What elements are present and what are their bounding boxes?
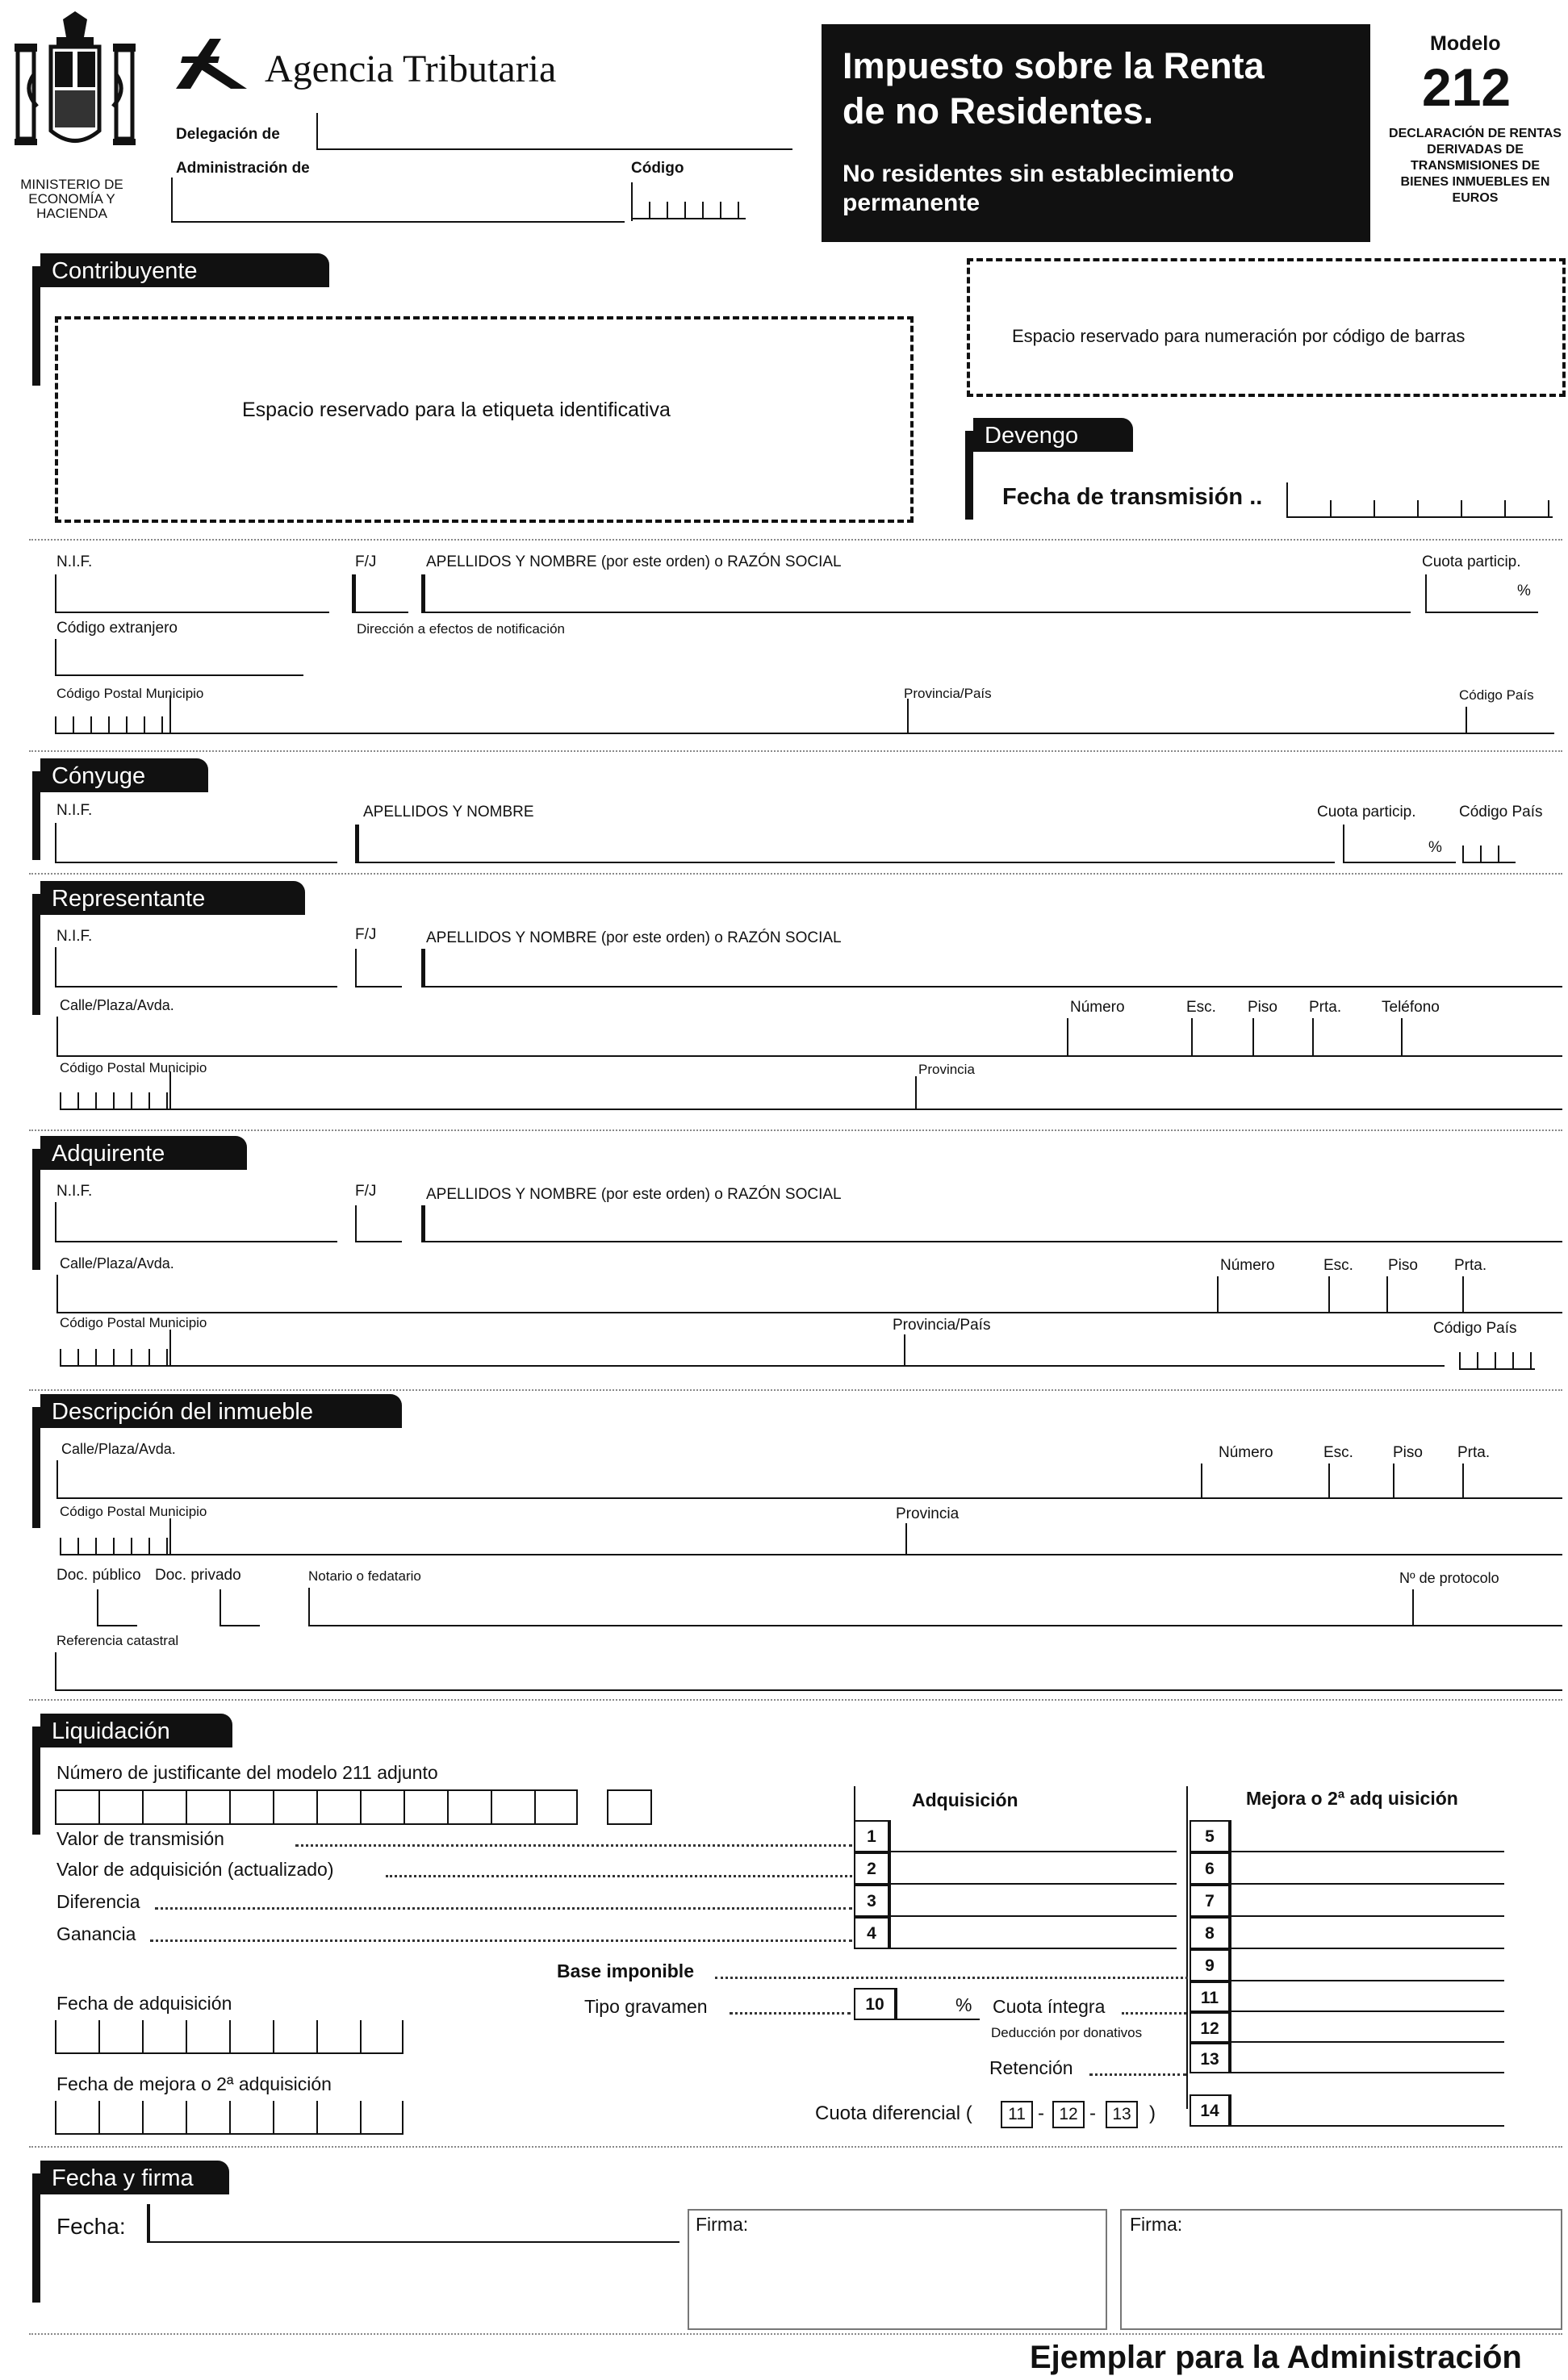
box-6: 6 xyxy=(1190,1852,1230,1885)
codigo-label: Código xyxy=(631,160,684,177)
conyuge-apellidos-field[interactable] xyxy=(355,825,1335,863)
rep-nif-field[interactable] xyxy=(55,947,337,987)
delegacion-field[interactable] xyxy=(316,113,792,150)
valor-transmision-label: Valor de transmisión xyxy=(56,1828,224,1849)
direccion-label: Dirección a efectos de notificación xyxy=(357,621,565,637)
apellidos-label: APELLIDOS Y NOMBRE (por este orden) o RAZÓN SOCIAL xyxy=(426,553,842,570)
cp-municipio-label: Código Postal Municipio xyxy=(56,686,204,701)
conyuge-codigo-pais-field[interactable] xyxy=(1462,846,1516,863)
inm-calle-label: Calle/Plaza/Avda. xyxy=(61,1441,176,1457)
rep-fj-label: F/J xyxy=(355,926,377,943)
rep-provincia-label: Provincia xyxy=(918,1062,975,1077)
box-12: 12 xyxy=(1190,2012,1230,2043)
firma-label-1: Firma: xyxy=(696,2214,749,2235)
justificante-check-field[interactable] xyxy=(607,1789,652,1825)
inm-referencia-field[interactable] xyxy=(55,1652,1562,1691)
rep-calle-label: Calle/Plaza/Avda. xyxy=(60,997,174,1013)
section-bar xyxy=(32,2173,40,2303)
adq-apellidos-field[interactable] xyxy=(421,1205,1562,1242)
inm-doc-publico-field[interactable] xyxy=(97,1589,137,1626)
title-line-2: de no Residentes. xyxy=(843,90,1154,132)
conyuge-nif-field[interactable] xyxy=(55,823,337,863)
inm-calle-field[interactable] xyxy=(56,1460,1562,1499)
cuota-diferencial-label: Cuota diferencial ( xyxy=(815,2102,972,2124)
inm-notario-label: Notario o fedatario xyxy=(308,1568,421,1584)
codigo-extranjero-label: Código extranjero xyxy=(56,620,178,637)
administracion-label: Administración de xyxy=(176,160,310,177)
mejora-value-7[interactable] xyxy=(1230,1885,1504,1917)
box-4: 4 xyxy=(854,1917,889,1949)
adquisicion-value-3[interactable] xyxy=(889,1885,1177,1917)
direccion-field[interactable] xyxy=(169,695,1554,734)
adquisicion-value-2[interactable] xyxy=(889,1852,1177,1885)
rep-esc-label: Esc. xyxy=(1186,999,1216,1016)
cp-field[interactable] xyxy=(55,716,169,734)
codigo-field[interactable] xyxy=(631,202,746,219)
tipo-gravamen-label: Tipo gravamen xyxy=(584,1996,708,2017)
adq-nif-label: N.I.F. xyxy=(56,1183,93,1200)
label-reserved-text: Espacio reservado para la etiqueta identificativa xyxy=(242,399,671,421)
adq-fj-label: F/J xyxy=(355,1183,377,1200)
adq-calle-field[interactable] xyxy=(56,1275,1562,1313)
rep-cp-municipio-label: Código Postal Municipio xyxy=(60,1060,207,1075)
codigo-pais-label: Código País xyxy=(1459,687,1534,703)
title-line-1: Impuesto sobre la Renta xyxy=(843,45,1265,86)
conyuge-codigo-pais-label: Código País xyxy=(1459,804,1543,820)
section-tab-firma: Fecha y firma xyxy=(40,2161,229,2194)
cuota-diferencial-value[interactable] xyxy=(1230,2094,1504,2127)
rep-prta-label: Prta. xyxy=(1309,999,1342,1016)
mejora-value-8[interactable] xyxy=(1230,1917,1504,1949)
justificante-field[interactable] xyxy=(55,1789,578,1825)
delegacion-label: Delegación de xyxy=(176,126,280,143)
rep-numero-label: Número xyxy=(1070,999,1125,1016)
rep-piso-label: Piso xyxy=(1248,999,1277,1016)
section-tab-representante: Representante xyxy=(40,881,305,915)
inm-doc-privado-field[interactable] xyxy=(220,1589,260,1626)
rep-apellidos-label: APELLIDOS Y NOMBRE (por este orden) o RAZÓN SOCIAL xyxy=(426,929,842,946)
adq-calle-label: Calle/Plaza/Avda. xyxy=(60,1255,174,1271)
fecha-mejora-field[interactable] xyxy=(55,2101,403,2135)
adq-piso-label: Piso xyxy=(1388,1257,1418,1274)
inm-numero-label: Número xyxy=(1219,1444,1273,1461)
section-bar xyxy=(32,1149,40,1270)
section-bar xyxy=(32,266,40,386)
box-7: 7 xyxy=(1190,1885,1230,1917)
rep-apellidos-field[interactable] xyxy=(421,949,1562,987)
adquisicion-value-4[interactable] xyxy=(889,1917,1177,1949)
provincia-pais-label: Provincia/País xyxy=(904,686,992,701)
adquisicion-header: Adquisición xyxy=(912,1789,1018,1810)
agency-name: Agencia Tributaria xyxy=(265,48,557,90)
cuota-integra-value[interactable] xyxy=(1230,1981,1504,2012)
valor-adquisicion-label: Valor de adquisición (actualizado) xyxy=(56,1859,334,1880)
cd-minus-1: - xyxy=(1038,2102,1044,2124)
fj-label: F/J xyxy=(355,553,377,570)
box-9: 9 xyxy=(1190,1949,1230,1981)
cd-close: ) xyxy=(1149,2102,1156,2124)
rep-telefono-label: Teléfono xyxy=(1382,999,1440,1016)
conyuge-percent: % xyxy=(1428,839,1442,856)
fecha-mejora-label: Fecha de mejora o 2ª adquisición xyxy=(56,2073,332,2094)
inm-doc-publico-label: Doc. público xyxy=(56,1567,141,1584)
adq-provincia-pais-label: Provincia/País xyxy=(893,1317,991,1334)
section-tab-inmueble: Descripción del inmueble xyxy=(40,1394,402,1428)
rep-calle-field[interactable] xyxy=(56,1017,1562,1057)
conyuge-cuota-label: Cuota particip. xyxy=(1317,804,1416,820)
administracion-field[interactable] xyxy=(171,177,625,223)
justificante-label: Número de justificante del modelo 211 adjunto xyxy=(56,1762,438,1783)
cuota-label: Cuota particip. xyxy=(1422,553,1521,570)
cuota-percent: % xyxy=(1517,582,1531,599)
box-1: 1 xyxy=(854,1820,889,1852)
box-8: 8 xyxy=(1190,1917,1230,1949)
fecha-adquisicion-field[interactable] xyxy=(55,2020,403,2054)
inm-cp-municipio-label: Código Postal Municipio xyxy=(60,1504,207,1519)
inm-doc-privado-label: Doc. privado xyxy=(155,1567,241,1584)
section-bar xyxy=(32,1727,40,1835)
adq-cp-field[interactable] xyxy=(60,1349,169,1367)
agency-logo-icon xyxy=(171,35,252,92)
mejora-value-5[interactable] xyxy=(1230,1820,1504,1852)
box-14: 14 xyxy=(1190,2094,1230,2127)
rep-nif-label: N.I.F. xyxy=(56,928,93,945)
barcode-reserved-text: Espacio reservado para numeración por código de barras xyxy=(1012,326,1466,346)
fecha-firma-field[interactable] xyxy=(147,2204,679,2243)
inm-prta-label: Prta. xyxy=(1457,1444,1491,1461)
rep-fj-field[interactable] xyxy=(355,949,402,987)
box-3: 3 xyxy=(854,1885,889,1917)
section-tab-devengo: Devengo xyxy=(973,418,1133,452)
fecha-transmision-label: Fecha de transmisión .. xyxy=(1002,484,1263,510)
tipo-gravamen-percent: % xyxy=(955,1994,972,2015)
section-bar xyxy=(32,771,40,860)
section-tab-adquirente: Adquirente xyxy=(40,1136,247,1170)
footer-copy-label: Ejemplar para la Administración xyxy=(1030,2340,1522,2375)
adq-fj-field[interactable] xyxy=(355,1205,402,1242)
mejora-value-6[interactable] xyxy=(1230,1852,1504,1885)
inm-esc-label: Esc. xyxy=(1323,1444,1353,1461)
base-imponible-value[interactable] xyxy=(1230,1949,1504,1981)
adq-apellidos-label: APELLIDOS Y NOMBRE (por este orden) o RAZÓN SOCIAL xyxy=(426,1186,842,1203)
cuota-integra-label: Cuota íntegra xyxy=(993,1996,1106,2017)
apellidos-field[interactable] xyxy=(421,574,1411,613)
inm-provincia-label: Provincia xyxy=(896,1505,960,1522)
adq-cp-municipio-label: Código Postal Municipio xyxy=(60,1315,207,1330)
coat-of-arms-logo xyxy=(6,10,144,175)
inm-protocolo-label: Nº de protocolo xyxy=(1399,1570,1499,1586)
box-11: 11 xyxy=(1190,1981,1230,2012)
base-imponible-label: Base imponible xyxy=(557,1960,694,1981)
codigo-extranjero-field[interactable] xyxy=(55,639,303,676)
conyuge-apellidos-label: APELLIDOS Y NOMBRE xyxy=(363,804,534,820)
retencion-value[interactable] xyxy=(1230,2043,1504,2073)
adq-prta-label: Prta. xyxy=(1454,1257,1487,1274)
inm-notario-field[interactable] xyxy=(308,1588,1562,1626)
box-5: 5 xyxy=(1190,1820,1230,1852)
rep-municipio-field[interactable] xyxy=(169,1071,1562,1110)
deduccion-value[interactable] xyxy=(1230,2012,1504,2043)
section-bar xyxy=(965,431,973,520)
ministry-name: MINISTERIO DE ECONOMÍA Y HACIENDA xyxy=(20,177,123,221)
signature-box-2[interactable] xyxy=(1120,2209,1562,2330)
cd-minus-2: - xyxy=(1089,2102,1096,2124)
box-10: 10 xyxy=(854,1988,896,2020)
modelo-number: 212 xyxy=(1422,57,1512,117)
box-2: 2 xyxy=(854,1852,889,1885)
adq-municipio-field[interactable] xyxy=(169,1330,1445,1367)
signature-box-1[interactable] xyxy=(688,2209,1107,2330)
conyuge-nif-label: N.I.F. xyxy=(56,802,93,819)
retencion-label: Retención xyxy=(989,2057,1073,2078)
nif-label: N.I.F. xyxy=(56,553,93,570)
box-13: 13 xyxy=(1190,2043,1230,2073)
cd-ref-13: 13 xyxy=(1106,2101,1138,2128)
firma-label-2: Firma: xyxy=(1130,2214,1183,2235)
ganancia-label: Ganancia xyxy=(56,1923,136,1944)
fecha-firma-label: Fecha: xyxy=(56,2214,126,2239)
mejora-header: Mejora o 2ª adq uisición xyxy=(1246,1788,1458,1809)
section-tab-liquidacion: Liquidación xyxy=(40,1714,232,1747)
modelo-description: DECLARACIÓN DE RENTAS DERIVADAS DE TRANSMISIONES DE BIENES INMUEBLES EN EUROS xyxy=(1389,127,1562,205)
fecha-transmision-field[interactable] xyxy=(1286,500,1553,518)
inm-referencia-label: Referencia catastral xyxy=(56,1633,179,1648)
inm-cp-field[interactable] xyxy=(60,1538,169,1555)
adq-codigo-pais-label: Código País xyxy=(1433,1320,1517,1337)
cd-ref-11: 11 xyxy=(1001,2101,1033,2128)
nif-field[interactable] xyxy=(55,574,329,613)
adq-esc-label: Esc. xyxy=(1323,1257,1353,1274)
adq-nif-field[interactable] xyxy=(55,1202,337,1242)
section-bar xyxy=(32,1407,40,1528)
rep-cp-field[interactable] xyxy=(60,1092,169,1110)
diferencia-label: Diferencia xyxy=(56,1891,140,1912)
section-tab-conyuge: Cónyuge xyxy=(40,758,208,792)
fecha-adquisicion-label: Fecha de adquisición xyxy=(56,1993,232,2014)
inm-municipio-field[interactable] xyxy=(169,1518,1562,1555)
adq-numero-label: Número xyxy=(1220,1257,1275,1274)
deduccion-label: Deducción por donativos xyxy=(991,2025,1143,2040)
section-bar xyxy=(32,894,40,1015)
modelo-label: Modelo xyxy=(1430,32,1501,55)
adq-codigo-pais-field[interactable] xyxy=(1459,1352,1535,1370)
adquisicion-value-1[interactable] xyxy=(889,1820,1177,1852)
inm-piso-label: Piso xyxy=(1393,1444,1423,1461)
title-subtitle: No residentes sin establecimiento permanente xyxy=(843,161,1235,216)
fj-field[interactable] xyxy=(352,574,408,613)
section-tab-contribuyente: Contribuyente xyxy=(40,253,329,287)
cd-ref-12: 12 xyxy=(1052,2101,1085,2128)
